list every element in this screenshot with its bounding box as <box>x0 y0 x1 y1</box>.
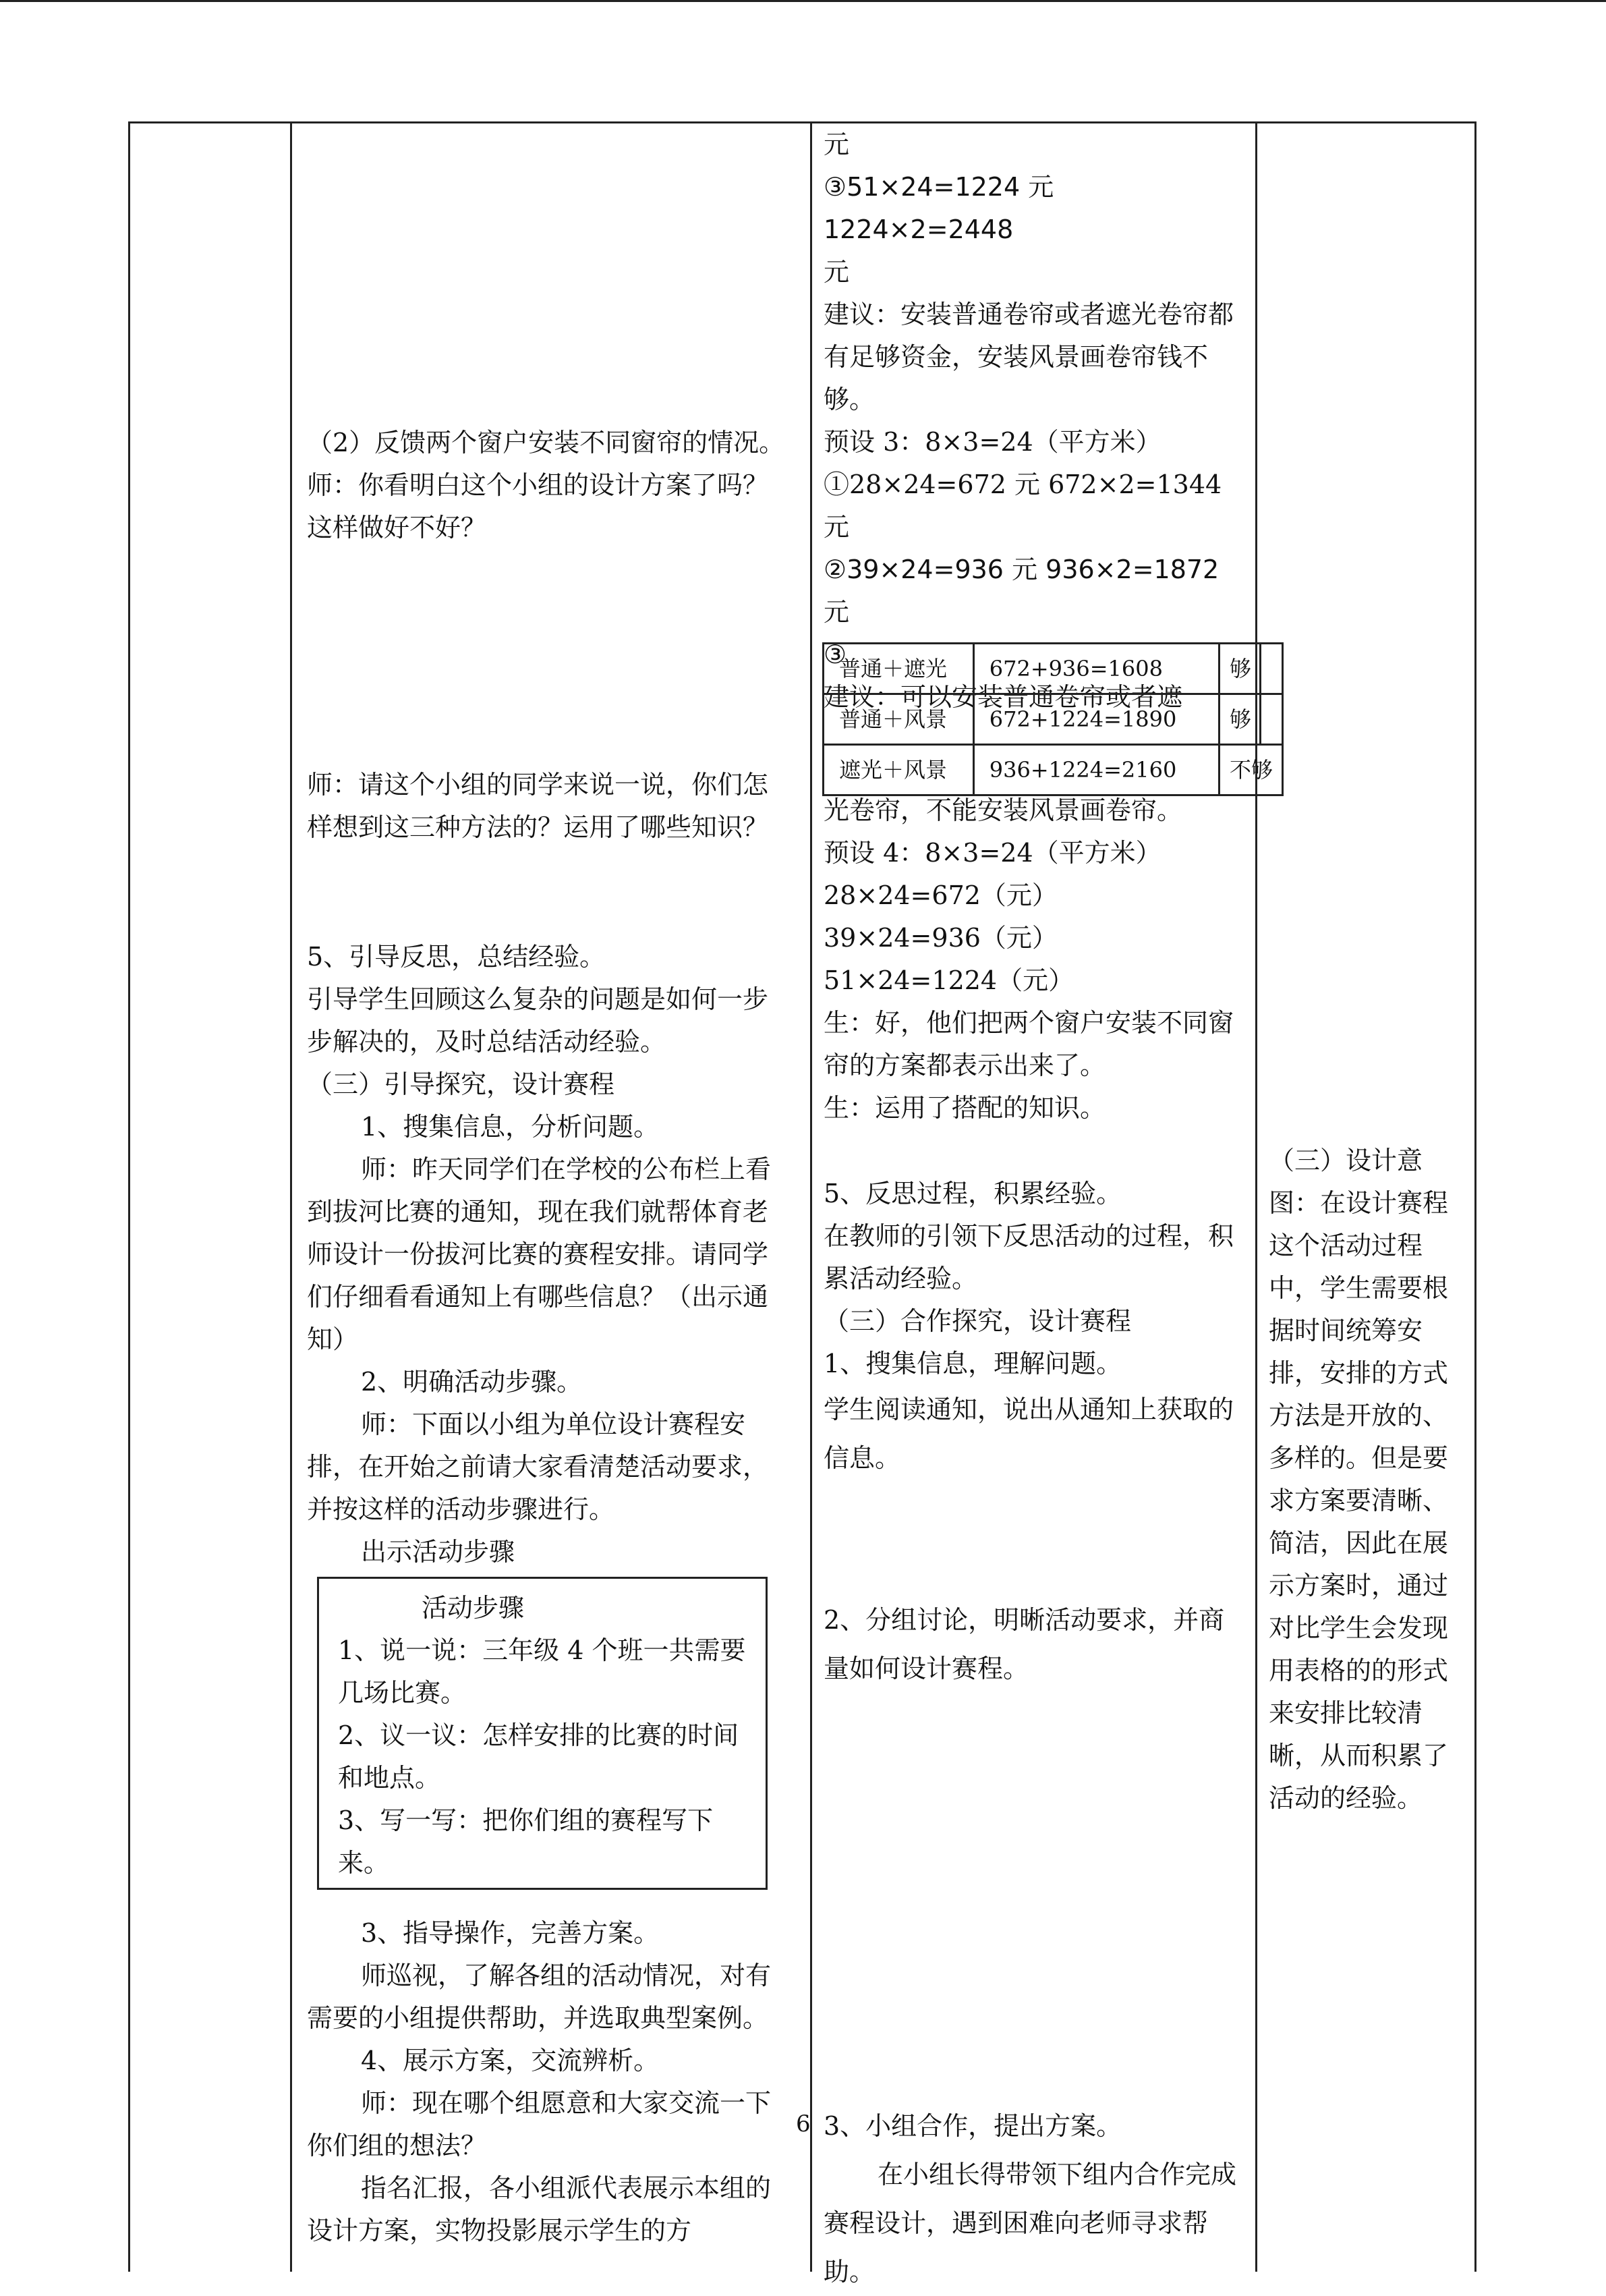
column-border-2 <box>290 121 292 2272</box>
step-item-3: 3、写一写：把你们组的赛程写下来。 <box>338 1805 714 1878</box>
calc-line-3: 元 <box>824 257 850 287</box>
table-row <box>824 694 1283 745</box>
calc-cell: 672+936=1608 <box>973 644 1219 694</box>
student-s1-title: 1、搜集信息，理解问题。 <box>824 1349 1122 1378</box>
empty-cell <box>1261 694 1283 745</box>
activity-steps-box <box>317 1577 768 1890</box>
result-cell: 不够 <box>1220 745 1283 795</box>
result-cell: 够 <box>1220 644 1261 694</box>
step-item-1: 1、说一说：三年级 4 个班一共需要几场比赛。 <box>338 1635 746 1708</box>
combo-cell: 遮光＋风景 <box>824 745 974 795</box>
s1-title: 1、搜集信息，分析问题。 <box>361 1112 660 1142</box>
page-top-border <box>0 0 1606 2</box>
s4-text2: 指名汇报，各小组派代表展示本组的设计方案，实物投影展示学生的方 <box>307 2173 772 2245</box>
s4-title: 4、展示方案，交流辨析。 <box>361 2046 660 2075</box>
reflect-title: 5、反思过程，积累经验。 <box>824 1179 1122 1208</box>
s4-text: 师：现在哪个组愿意和大家交流一下你们组的想法？ <box>307 2088 772 2160</box>
s2-show: 出示活动步骤 <box>361 1537 515 1567</box>
s3-text: 师巡视，了解各组的活动情况，对有需要的小组提供帮助，并选取典型案例。 <box>307 1961 772 2033</box>
step-item-2: 2、议一议：怎样安排的比赛的时间和地点。 <box>338 1720 739 1793</box>
teacher-question-block <box>307 764 793 849</box>
design-intent-block <box>1269 1140 1451 1820</box>
column-border-1 <box>128 121 130 2272</box>
s2-title: 2、明确活动步骤。 <box>361 1367 583 1397</box>
student-s3-block <box>824 2105 1242 2296</box>
column-border-5 <box>1474 121 1476 2272</box>
empty-cell <box>1261 644 1283 694</box>
design-intent-text: （三）设计意图：在设计赛程这个活动过程中，学生需要根据时间统筹安排，安排的方式方法是开放的、多样的。但是要求方案要清晰、简洁，因此在展示方案时，通过对比学生会发现用表格的的形式来安排比较清晰，从而积累了活动的经验。 <box>1269 1146 1449 1813</box>
part3-student-title: （三）合作探究，设计赛程 <box>824 1306 1132 1336</box>
teacher-question-1: 师：你看明白这个小组的设计方案了吗？这样做好不好？ <box>307 470 769 542</box>
table-row <box>824 745 1283 795</box>
calc-cell: 672+1224=1890 <box>973 694 1219 745</box>
reflect-text: 在教师的引领下反思活动的过程，积累活动经验。 <box>824 1221 1234 1293</box>
feedback-text: （2）反馈两个窗户安装不同窗帘的情况。 <box>307 428 785 457</box>
calc-line-6: ①28×24=672 元 672×2=1344 元 <box>824 470 1222 542</box>
student-answer-2: 生：运用了搭配的知识。 <box>824 1093 1106 1123</box>
student-s1-text: 学生阅读通知，说出从通知上获取的信息。 <box>824 1395 1234 1473</box>
student-s2-block <box>824 1596 1242 1693</box>
step5-title: 5、引导反思，总结经验。 <box>307 942 606 972</box>
student-s2-text: 2、分组讨论，明晰活动要求，并商量如何设计赛程。 <box>824 1605 1225 1683</box>
teacher-feedback-block <box>307 422 793 549</box>
combo-cell: 普通＋风景 <box>824 694 974 745</box>
table-top-border <box>128 121 1476 123</box>
calc-line-9: ③ <box>824 640 847 669</box>
student-activity-block <box>824 789 1242 1129</box>
s3-title: 3、指导操作，完善方案。 <box>361 1918 660 1948</box>
student-answer-1: 生：好，他们把两个窗户安装不同窗帘的方案都表示出来了。 <box>824 1008 1234 1080</box>
calc-line-2: ③51×24=1224 元 1224×2=2448 <box>824 172 1054 244</box>
calc-1224: 51×24=1224（元） <box>824 965 1074 995</box>
calc-line-8: 元 <box>824 597 850 627</box>
student-calc-block <box>824 123 1242 719</box>
column-border-3 <box>810 121 812 2272</box>
step5-text: 引导学生回顾这么复杂的问题是如何一步步解决的，及时总结活动经验。 <box>307 984 769 1057</box>
student-s3-text: 在小组长得带领下组内合作完成赛程设计，遇到困难向老师寻求帮助。 <box>824 2160 1237 2287</box>
result-cell: 够 <box>1220 694 1261 745</box>
calc-936: 39×24=936（元） <box>824 923 1058 953</box>
calc-line-7: ②39×24=936 元 936×2=1872 <box>824 555 1220 584</box>
calc-672: 28×24=672（元） <box>824 880 1058 910</box>
suggestion-2: 建议：可以安装普通卷帘或者遮 <box>824 682 1183 712</box>
preset-3: 预设 3：8×3=24（平方米） <box>824 427 1162 457</box>
part3-title: （三）引导探究，设计赛程 <box>307 1069 615 1099</box>
student-s3-title: 3、小组合作，提出方案。 <box>824 2111 1122 2141</box>
combination-cost-table <box>822 642 1284 796</box>
student-reflection-block <box>824 1173 1242 1482</box>
s1-text: 师：昨天同学们在学校的公布栏上看到拔河比赛的通知，现在我们就帮体育老师设计一份拔河比赛的赛程安排。请同学们仔细看看通知上有哪些信息？（出示通知） <box>307 1154 772 1354</box>
combo-cell: 普通＋遮光 <box>824 644 974 694</box>
page-number: 6 <box>796 2110 811 2137</box>
steps-title: 活动步骤 <box>422 1593 525 1623</box>
suggestion-1: 建议：安装普通卷帘或者遮光卷帘都有足够资金，安装风景画卷帘钱不够。 <box>824 300 1234 414</box>
teacher-question-2: 师：请这个小组的同学来说一说，你们怎样想到这三种方法的？运用了哪些知识？ <box>307 770 769 842</box>
teacher-activity-block <box>307 936 793 1573</box>
s2-text: 师：下面以小组为单位设计赛程安排，在开始之前请大家看清楚活动要求，并按这样的活动步骤进行。 <box>307 1409 769 1524</box>
suggestion-2-cont: 光卷帘，不能安装风景画卷帘。 <box>824 795 1183 825</box>
preset-4: 预设 4：8×3=24（平方米） <box>824 838 1162 868</box>
table-row <box>824 644 1283 694</box>
teacher-activity-block-2 <box>307 1912 793 2252</box>
calc-line-1: 元 <box>824 130 850 159</box>
calc-cell: 936+1224=2160 <box>973 745 1219 795</box>
column-border-4 <box>1255 121 1257 2272</box>
